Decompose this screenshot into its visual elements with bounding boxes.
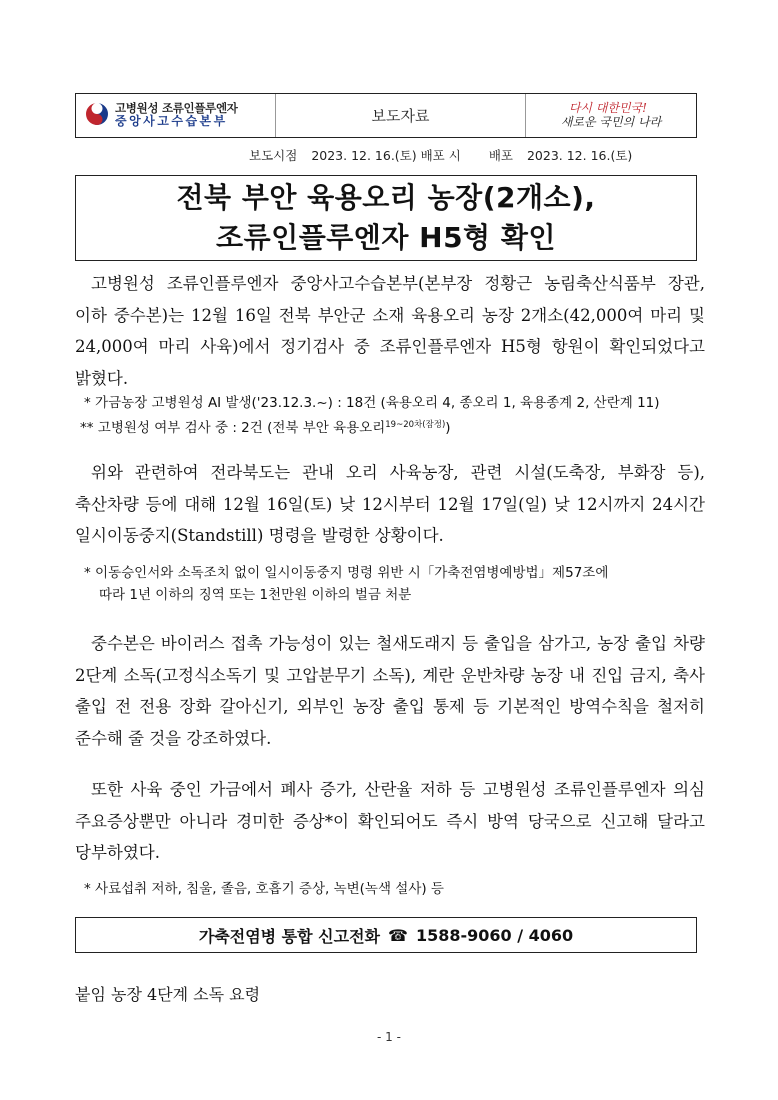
distribution-value: 2023. 12. 16.(토) (526, 148, 633, 163)
note-4: * 사료섭취 저하, 침울, 졸음, 호흡기 증상, 녹변(녹색 설사) 등 (84, 881, 444, 897)
paragraph-4 (75, 774, 705, 869)
slogan-line1: 다시 대한민국! (568, 100, 648, 115)
distribution-label: 배포 (488, 148, 513, 163)
paragraph-2 (75, 457, 705, 552)
paragraph-2-text: 위와 관련하여 전라북도는 관내 오리 사육농장, 관련 시설(도축장, 부화장 등), 축산차량 등에 대해 12월 16일(토) 낮 12시부터 12월 17일(일) 낮 12시까지 24시간 일시이동중지(Standstill) 명령을 발령한 상황이다. (75, 463, 705, 545)
headline-box (75, 175, 697, 261)
hotline-label: 가축전염병 통합 신고전화 (198, 926, 380, 946)
slogan-line2: 새로운 국민의 나라 (560, 114, 662, 129)
hotline-numbers: 1588-9060 / 4060 (415, 925, 574, 945)
paragraph-1-text: 고병원성 조류인플루엔자 중앙사고수습본부(본부장 정황근 농림축산식품부 장관, 이하 중수본)는 12월 16일 전북 부안군 소재 육용오리 농장 2개소(42,000여 마리 및 24,000여 마리 사육)에서 정기검사 중 조류인플루엔자 H5형 항원이 확인되었다고 밝혔다. (75, 274, 705, 388)
org-name-line1: 고병원성 조류인플루엔자 (115, 100, 238, 115)
org-logo-area (76, 94, 276, 137)
attachment-note: 붙임 농장 4단계 소독 요령 (75, 985, 261, 1004)
header-box (75, 93, 697, 138)
note-2 (80, 414, 710, 439)
press-release-label: 보도자료 (371, 107, 430, 125)
release-time-value: 2023. 12. 16.(토) 배포 시 (311, 148, 461, 163)
org-name-line2: 중앙사고수습본부 (115, 114, 228, 129)
paragraph-3 (75, 628, 705, 754)
headline-line1: 전북 부안 육용오리 농장(2개소), (176, 181, 596, 214)
note-2-main: ** 고병원성 여부 검사 중 : 2건 (전북 부안 육용오리 (80, 420, 386, 436)
hotline-box (75, 917, 697, 953)
note-3-line2: 따라 1년 이하의 징역 또는 1천만원 이하의 벌금 처분 (99, 587, 412, 603)
release-info (249, 146, 699, 164)
note-1: * 가금농장 고병원성 AI 발생('23.12.3.~) : 18건 (육용오리 4, 종오리 1, 육용종계 2, 산란계 11) (84, 395, 660, 411)
note-3 (84, 562, 714, 606)
paragraph-4-text: 또한 사육 중인 가금에서 폐사 증가, 산란율 저하 등 고병원성 조류인플루엔자 의심 주요증상뿐만 아니라 경미한 증상*이 확인되어도 즉시 방역 당국으로 신고해 달라고 당부하였다. (75, 780, 705, 862)
headline-line2: 조류인플루엔자 H5형 확인 (216, 221, 556, 254)
slogan-area (526, 94, 696, 137)
note-2-end: ) (445, 420, 451, 436)
note-2-superscript: 19~20차(잠정) (385, 420, 446, 430)
taegeuk-emblem-icon (84, 101, 110, 131)
release-time-label: 보도시점 (249, 148, 298, 163)
note-3-line1: * 이동승인서와 소독조치 없이 일시이동중지 명령 위반 시「가축전염병예방법」제57조에 (84, 565, 609, 581)
phone-icon: ☎ (388, 925, 408, 945)
paragraph-1 (75, 268, 705, 394)
paragraph-3-text: 중수본은 바이러스 접촉 가능성이 있는 철새도래지 등 출입을 삼가고, 농장 출입 차량 2단계 소독(고정식소독기 및 고압분무기 소독), 계란 운반차량 농장 내 진입 금지, 축사 출입 전 전용 장화 갈아신기, 외부인 농장 출입 통제 등 기본적인 방역수칙을 철저히 준수해 줄 것을 강조하였다. (75, 634, 705, 748)
page-number: - 1 - (377, 1030, 401, 1044)
